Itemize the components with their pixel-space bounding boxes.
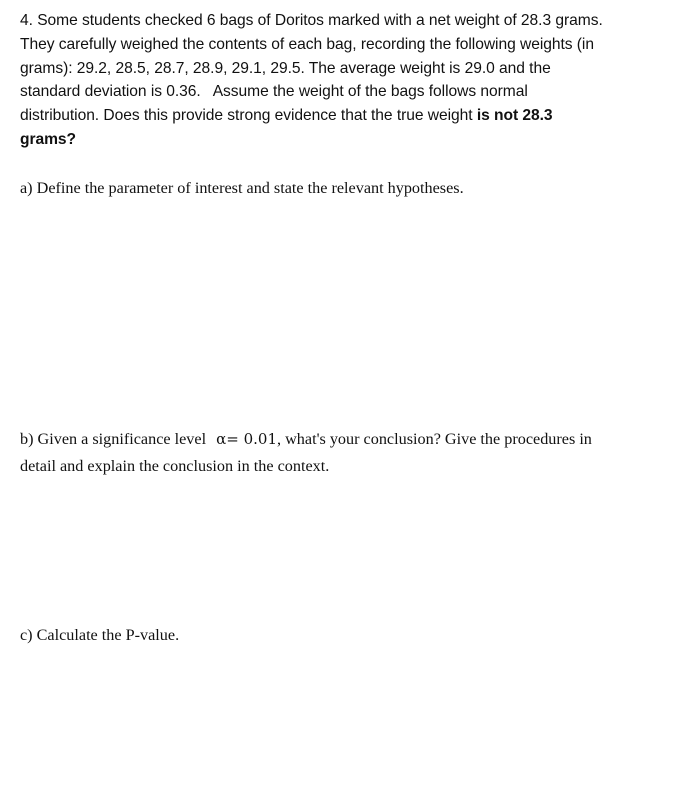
part-b-line-2: detail and explain the conclusion in the context. xyxy=(20,457,330,475)
alpha-value: = 0.01 xyxy=(226,430,278,448)
part-b-text-before: Given a significance level xyxy=(37,430,207,448)
problem-statement xyxy=(20,9,660,152)
problem-line-3: grams): 29.2, 28.5, 28.7, 28.9, 29.1, 29.5. The average weight is 29.0 and the xyxy=(20,59,551,77)
part-c-text: Calculate the P-value. xyxy=(36,626,180,644)
problem-number: 4. xyxy=(20,12,33,29)
problem-line-5a: distribution. Does this provide strong evidence that the true weight xyxy=(20,107,473,125)
part-c-label: c) xyxy=(20,626,33,644)
problem-line-4a: standard deviation is 0.36. xyxy=(20,83,201,101)
problem-line-6: grams? xyxy=(20,130,77,148)
part-b xyxy=(20,426,660,480)
part-a-text: Define the parameter of interest and state the relevant hypotheses. xyxy=(36,179,464,197)
alpha-expression xyxy=(216,430,277,448)
part-a-label: a) xyxy=(20,179,33,197)
alpha-symbol: α xyxy=(216,430,227,448)
problem-line-1: Some students checked 6 bags of Doritos marked with a net weight of 28.3 grams. xyxy=(37,12,603,29)
problem-line-4b: Assume the weight of the bags follows normal xyxy=(212,83,528,101)
part-a xyxy=(20,175,660,202)
problem-emphasis: is not 28.3 xyxy=(476,107,553,125)
part-b-label: b) xyxy=(20,430,34,448)
part-c xyxy=(20,622,660,649)
problem-line-2: They carefully weighed the contents of each bag, recording the following weights (in xyxy=(20,35,594,53)
part-b-text-after: , what's your conclusion? Give the procedures in xyxy=(277,430,592,448)
